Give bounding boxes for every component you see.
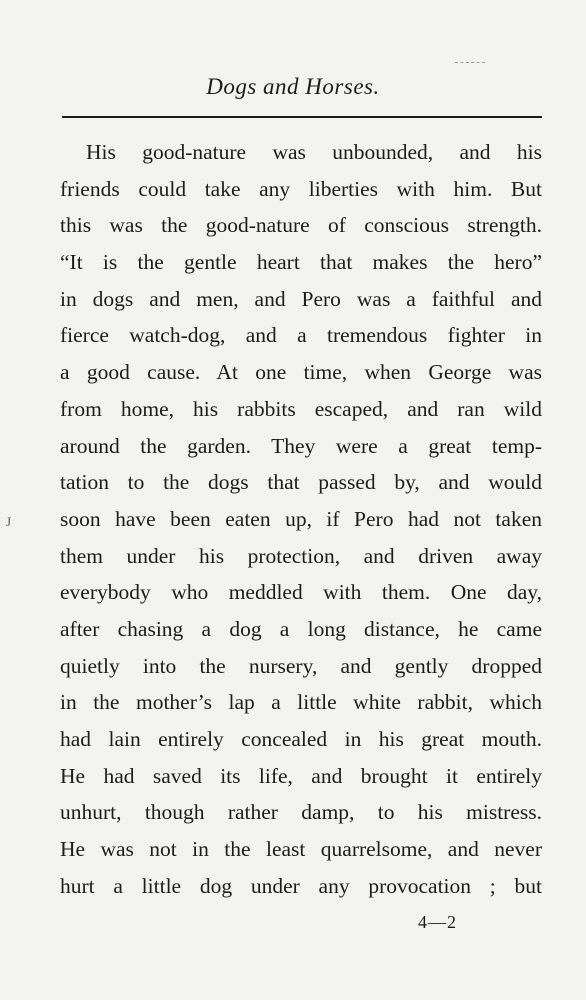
text-line: fierce watch-dog, and a tremendous fighter in [60, 323, 542, 348]
text-line: hurt a little dog under any provocation ; but [60, 873, 542, 898]
text-line: in dogs and men, and Pero was a faithful and [60, 286, 542, 311]
text-line: soon have been eaten up, if Pero had not taken [60, 506, 542, 531]
text-line: His good-nature was unbounded, and his [86, 140, 542, 164]
text-line: “It is the gentle heart that makes the hero” [60, 250, 542, 275]
body-text [60, 134, 542, 904]
text-line: had lain entirely concealed in his great mouth. [60, 727, 542, 751]
text-line: a good cause. At one time, when George was [60, 360, 542, 385]
text-line: them under his protection, and driven away [60, 543, 542, 568]
text-line: around the garden. They were a great temp- [60, 433, 542, 458]
text-line: unhurt, though rather damp, to his mistress. [60, 800, 542, 825]
text-line: this was the good-nature of conscious strength. [60, 213, 542, 238]
text-line: He had saved its life, and brought it entirely [60, 763, 542, 788]
text-line: from home, his rabbits escaped, and ran wild [60, 396, 542, 421]
print-specks [455, 62, 485, 65]
signature-mark: 4—2 [418, 912, 457, 932]
text-line: in the mother’s lap a little white rabbit, which [60, 690, 542, 715]
text-line: He was not in the least quarrelsome, and never [60, 837, 542, 862]
margin-mark: J [6, 514, 12, 529]
text-line: everybody who meddled with them. One day, [60, 580, 542, 605]
text-line: after chasing a dog a long distance, he came [60, 616, 542, 641]
text-line: tation to the dogs that passed by, and would [60, 470, 542, 495]
text-line: friends could take any liberties with him. But [60, 176, 542, 201]
header-rule [62, 116, 542, 118]
text-line: quietly into the nursery, and gently dropped [60, 653, 542, 678]
running-head: Dogs and Horses. [206, 74, 380, 99]
